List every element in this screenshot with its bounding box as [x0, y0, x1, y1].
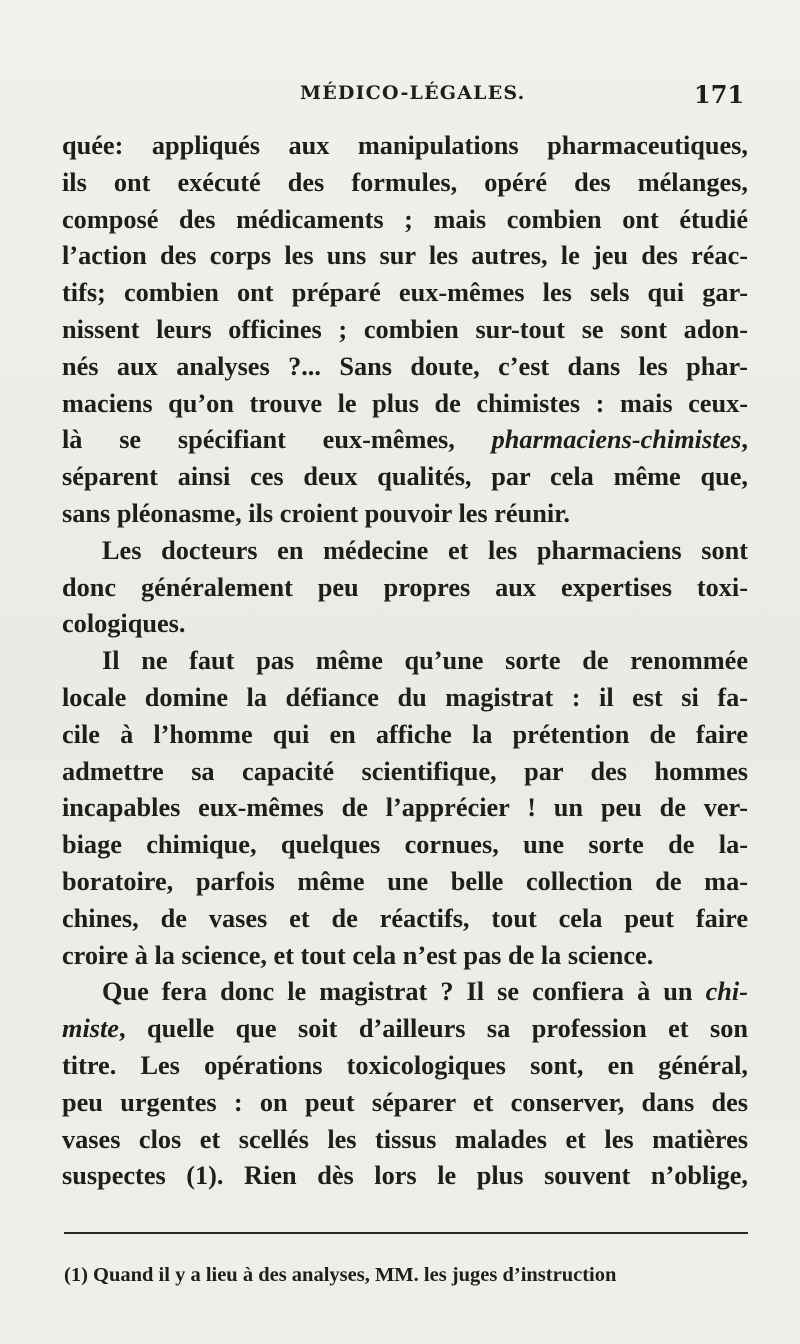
- text-line: tifs; combien ont préparé eux-mêmes les sels qui gar-: [62, 278, 748, 308]
- text-line: composé des médicaments ; mais combien ont étudié: [62, 204, 748, 234]
- footnote-divider: [64, 1232, 748, 1234]
- text-segment: là se spécifiant eux-mêmes,: [62, 425, 455, 455]
- paragraph: [62, 128, 748, 533]
- page-number: 171: [694, 80, 745, 109]
- text-line: quée: appliqués aux manipulations pharmaceutiques,: [62, 131, 748, 160]
- text-line: séparent ainsi ces deux qualités, par cela même que,: [62, 462, 748, 492]
- text-line: nés aux analyses ?... Sans doute, c’est dans les phar-: [62, 351, 748, 381]
- text-segment: Que fera donc le magistrat ? Il se confiera à un: [102, 977, 693, 1007]
- text-line: Les docteurs en médecine et les pharmaciens sont: [102, 535, 748, 565]
- text-line: chines, de vases et de réactifs, tout cela peut faire: [62, 903, 748, 933]
- text-line: suspectes (1). Rien dès lors le plus souvent n’oblige,: [62, 1161, 748, 1191]
- text-line: biage chimique, quelques cornues, une sorte de la-: [62, 830, 748, 860]
- text-line: l’action des corps les uns sur les autres, le jeu des réac-: [62, 241, 748, 271]
- text-line: croire à la science, et tout cela n’est pas de la science.: [62, 940, 654, 970]
- text-line: admettre sa capacité scientifique, par des hommes: [62, 756, 748, 786]
- running-title: MÉDICO-LÉGALES.: [300, 82, 526, 104]
- italic-term: pharmaciens-chimistes: [491, 425, 742, 455]
- text-line: Il ne faut pas même qu’une sorte de renommée: [102, 646, 748, 676]
- text-line: cile à l’homme qui en affiche la prétention de faire: [62, 719, 748, 749]
- italic-term: chi-: [705, 977, 748, 1007]
- text-line: peu urgentes : on peut séparer et conserver, dans des: [62, 1087, 748, 1117]
- paragraph: [62, 643, 748, 974]
- text-segment: , quelle que soit d’ailleurs sa profession et son: [118, 1014, 748, 1044]
- text-line: nissent leurs officines ; combien sur-tout se sont adon-: [62, 314, 748, 344]
- text-line: incapables eux-mêmes de l’apprécier ! un peu de ver-: [62, 793, 748, 823]
- paragraph: [62, 974, 748, 1195]
- footnote: (1) Quand il y a lieu à des analyses, MM. les juges d’instruction: [64, 1264, 617, 1286]
- text-line: donc généralement peu propres aux expertises toxi-: [62, 572, 748, 602]
- text-line: boratoire, parfois même une belle collection de ma-: [62, 866, 748, 896]
- paragraph: [62, 533, 748, 643]
- text-line: maciens qu’on trouve le plus de chimistes : mais ceux-: [62, 388, 748, 418]
- text-segment: ,: [741, 425, 748, 455]
- text-line: ils ont exécuté des formules, opéré des mélanges,: [62, 167, 748, 197]
- text-line-with-italic: [62, 422, 748, 459]
- text-line: vases clos et scellés les tissus malades et les matières: [62, 1124, 748, 1154]
- text-line-with-italic: [62, 1011, 748, 1048]
- text-line: titre. Les opérations toxicologiques sont, en général,: [62, 1050, 748, 1080]
- body-text: [62, 128, 748, 1195]
- text-line-with-italic: [62, 974, 748, 1011]
- text-line: locale domine la défiance du magistrat : il est si fa-: [62, 682, 748, 712]
- text-line: cologiques.: [62, 609, 186, 639]
- italic-term: miste: [62, 1014, 119, 1044]
- text-line: sans pléonasme, ils croient pouvoir les réunir.: [62, 498, 570, 528]
